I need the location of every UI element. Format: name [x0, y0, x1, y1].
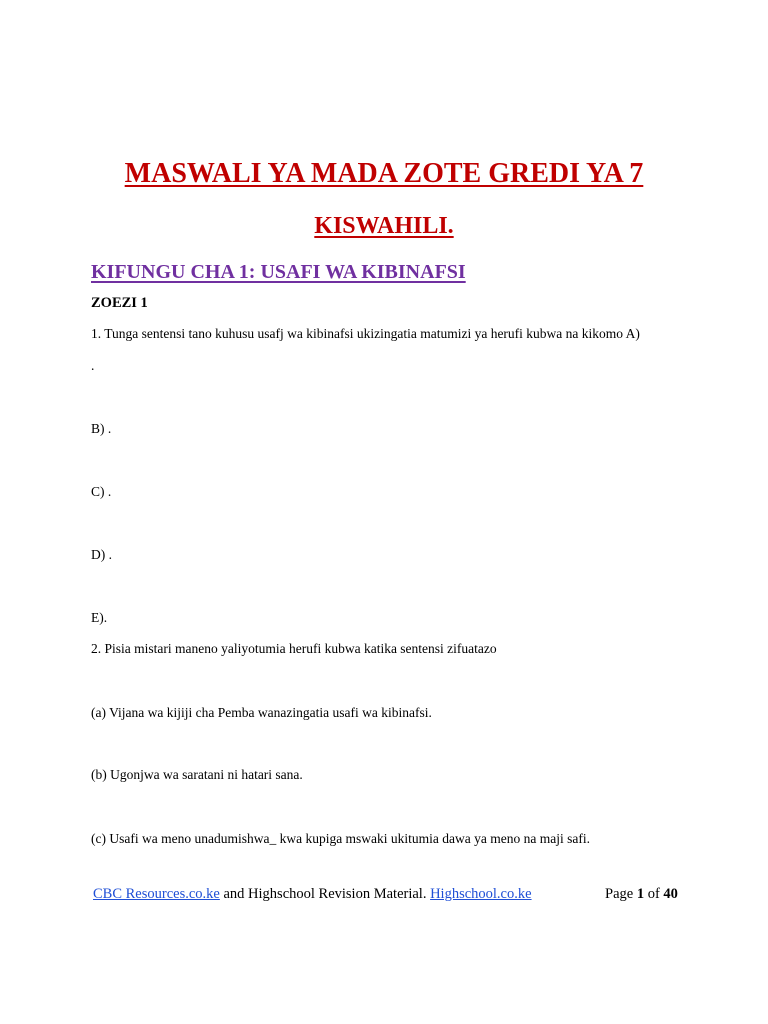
- answer-c-line: C) .: [91, 484, 112, 499]
- sentence-b: (b) Ugonjwa wa saratani ni hatari sana.: [91, 767, 303, 782]
- answer-e-line: E).: [91, 610, 108, 625]
- page-of: of: [644, 886, 664, 902]
- footer-middle-text: and Highschool Revision Material.: [219, 886, 431, 902]
- answer-b-line: B) .: [91, 421, 112, 436]
- page-label: Page: [605, 886, 637, 902]
- question-2: 2. Pisia mistari maneno yaliyotumia herufi kubwa katika sentensi zifuatazo: [91, 641, 497, 656]
- page-total: 40: [663, 886, 678, 902]
- cbc-resources-link[interactable]: CBC Resources.co.ke: [93, 886, 220, 902]
- sentence-c: (c) Usafi wa meno unadumishwa_ kwa kupiga mswaki ukitumia dawa ya meno na maji safi.: [91, 831, 590, 846]
- document-title: MASWALI YA MADA ZOTE GREDI YA 7: [124, 158, 644, 189]
- highschool-link[interactable]: Highschool.co.ke: [430, 886, 532, 902]
- page-number: [605, 886, 678, 903]
- section-heading: KIFUNGU CHA 1: USAFI WA KIBINAFSI: [91, 261, 466, 283]
- sentence-a: (a) Vijana wa kijiji cha Pemba wanazingatia usafi wa kibinafsi.: [91, 705, 432, 720]
- page-footer: [93, 886, 532, 903]
- document-subtitle: KISWAHILI.: [314, 213, 454, 239]
- page-current: 1: [636, 886, 645, 902]
- answer-d-line: D) .: [91, 547, 112, 562]
- answer-a-line: .: [91, 358, 95, 373]
- question-1: 1. Tunga sentensi tano kuhusu usafj wa kibinafsi ukizingatia matumizi ya herufi kubwa na kikomo A): [91, 326, 640, 341]
- exercise-heading: ZOEZI 1: [91, 295, 148, 311]
